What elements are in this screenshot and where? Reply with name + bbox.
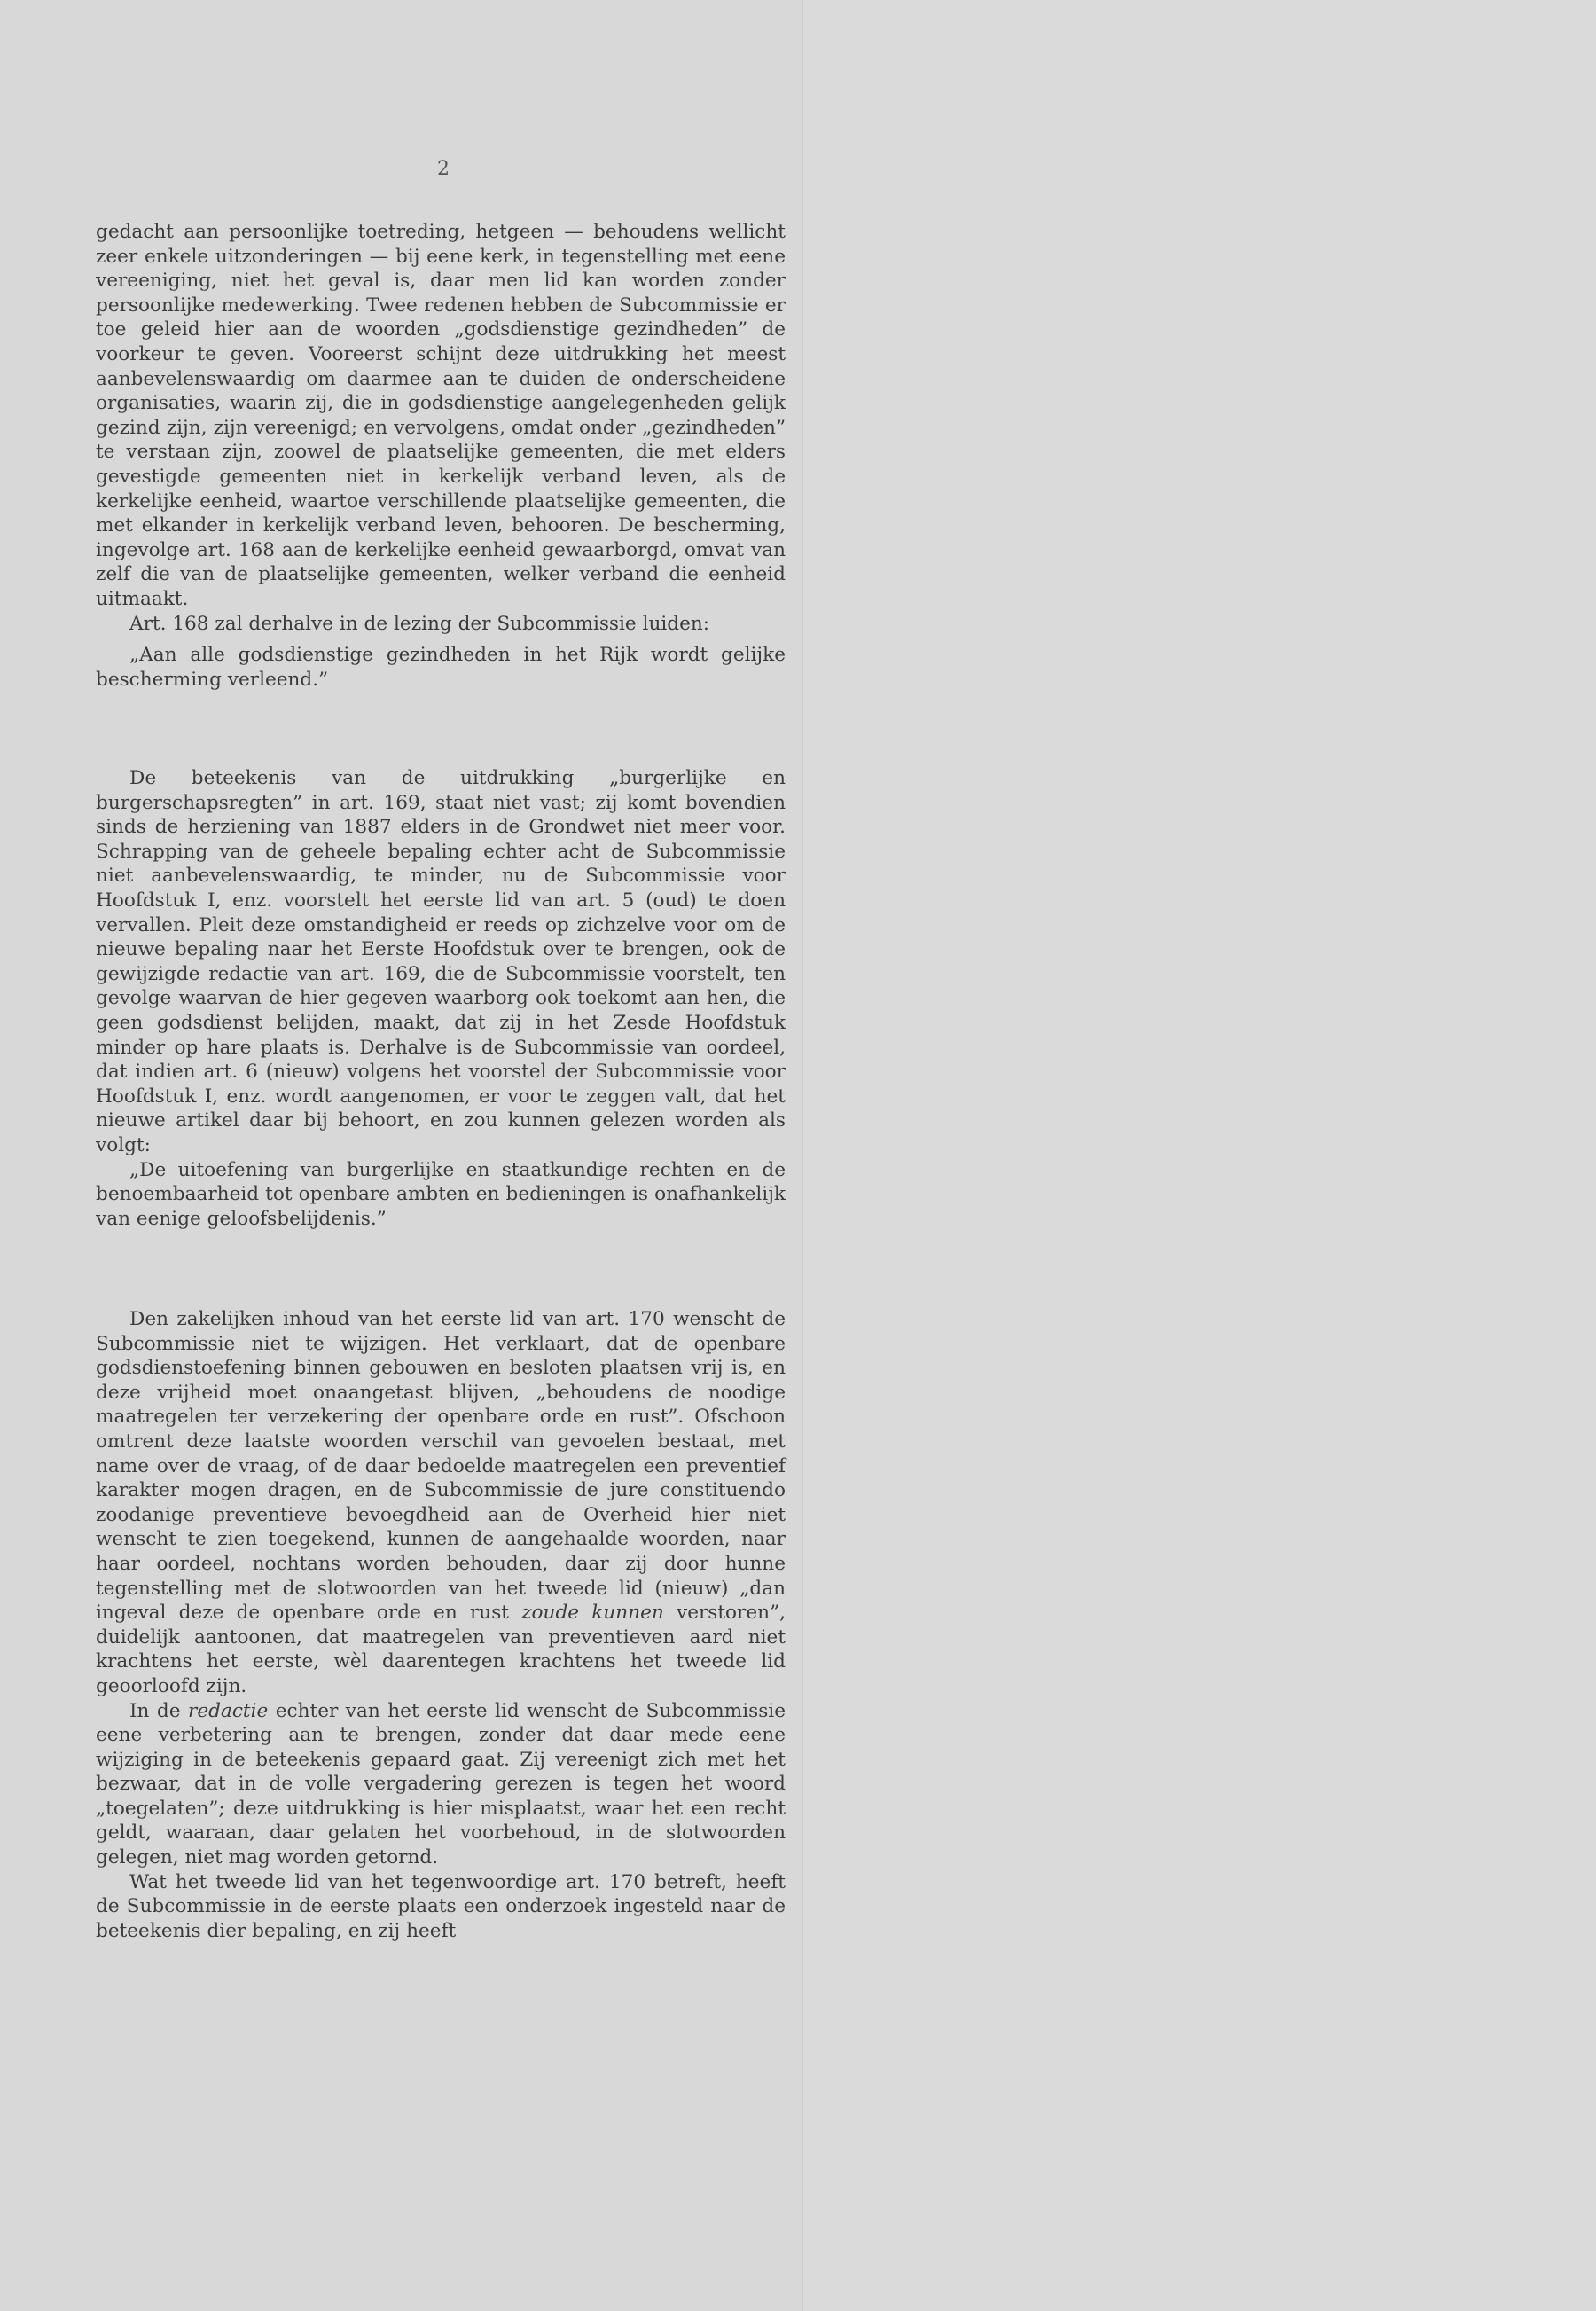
facing-blank-page <box>802 0 1596 2311</box>
page-number: 2 <box>437 158 450 180</box>
italic-text: redactie <box>188 1699 269 1722</box>
paragraph-text: echter van het eerste lid wenscht de Subcommissie eene verbetering aan te brengen, zonder dat daar mede eene wijziging in de beteekenis gepaard gaat. Zij vereenigt zich met het bezwaar, dat in de volle vergadering gerezen is tegen het woord „toegelaten”; deze uitdrukking is hier misplaatst, waar het een recht geldt, waaraan, daar gelaten het voorbehoud, in de slotwoorden gelegen, niet mag worden getornd. <box>96 1699 786 1869</box>
paragraph-text: verstoren”, duidelijk aantoonen, dat maatregelen van preventieven aard niet krachtens het eerste, wèl daarentegen krachtens het tweede lid geoorloofd zijn. <box>96 1602 786 1697</box>
paragraph: Wat het tweede lid van het tegenwoordige art. 170 betreft, heeft de Subcommissie in de eerste plaats een onderzoek ingesteld naar de beteekenis dier bepaling, en zij heeft <box>96 1870 786 1942</box>
paragraph <box>96 1699 786 1870</box>
quoted-article: „De uitoefening van burgerlijke en staatkundige rechten en de benoembaarheid tot openbare ambten en bedieningen is onafhankelijk van eenige geloofsbelijdenis.” <box>96 1158 786 1230</box>
italic-text: zoude kunnen <box>521 1602 664 1625</box>
section-art-168 <box>96 220 786 692</box>
paragraph: De beteekenis van de uitdrukking „burgerlijke en burgerschapsregten” in art. 169, staat niet vast; zij komt bovendien sinds de herziening van 1887 elders in de Grondwet niet meer voor. Schrapping van de geheele bepaling echter acht de Subcommissie niet aanbevelenswaardig, te minder, nu de Subcommissie voor Hoofdstuk I, enz. voorstelt het eerste lid van art. 5 (oud) te doen vervallen. Pleit deze omstandigheid er reeds op zichzelve voor om de nieuwe bepaling naar het Eerste Hoofdstuk over te brengen, ook de gewijzigde redactie van art. 169, die de Subcommissie voorstelt, ten gevolge waarvan de hier gegeven waarborg ook toekomt aan hen, die geen godsdienst belijden, maakt, dat zij in het Zesde Hoofdstuk minder op hare plaats is. Derhalve is de Subcommissie van oordeel, dat indien art. 6 (nieuw) volgens het voorstel der Subcommissie voor Hoofdstuk I, enz. wordt aangenomen, er voor te zeggen valt, dat het nieuwe artikel daar bij behoort, en zou kunnen gelezen worden als volgt: <box>96 767 786 1156</box>
paragraph-text: In de <box>129 1699 181 1722</box>
paragraph <box>96 1307 786 1699</box>
section-art-169 <box>96 766 786 1231</box>
paragraph: gedacht aan persoonlijke toetreding, hetgeen — behoudens wellicht zeer enkele uitzonderingen — bij eene kerk, in tegenstelling met eene vereeniging, niet het geval is, daar men lid kan worden zonder persoonlijke medewerking. Twee redenen hebben de Subcommissie er toe geleid hier aan de woorden „godsdienstige gezindheden” de voorkeur te geven. Vooreerst schijnt deze uitdrukking het meest aanbevelenswaardig om daarmee aan te duiden de onderscheidene organisaties, waarin zij, die in godsdienstige aangelegenheden gelijk gezind zijn, zijn vereenigd; en vervolgens, omdat onder „gezindheden” te verstaan zijn, zoowel de plaatselijke gemeenten, die met elders gevestigde gemeenten niet in kerkelijk verband leven, als de kerkelijke eenheid, waartoe verschillende plaatselijke gemeenten, die met elkander in kerkelijk verband leven, behooren. De bescherming, ingevolge art. 168 aan de kerkelijke eenheid gewaarborgd, omvat van zelf die van de plaatselijke gemeenten, welker verband die eenheid uitmaakt. <box>96 221 786 610</box>
paragraph-text: Den zakelijken inhoud van het eerste lid van art. 170 wenscht de Subcommissie niet te wijzigen. Het verklaart, dat de openbare godsdienstoefening binnen gebouwen en besloten plaatsen vrij is, en deze vrijheid moet onaangetast blijven, „behoudens de noodige maatregelen ter verzekering der openbare orde en rust”. Ofschoon omtrent deze laatste woorden verschil van gevoelen bestaat, met name over de vraag, of de daar bedoelde maatregelen een preventief karakter mogen dragen, en de Subcommissie de jure constituendo zoodanige preventieve bevoegdheid aan de Overheid hier niet wenscht te zien toegekend, kunnen de aangehaalde woorden, naar haar oordeel, nochtans worden behouden, daar zij door hunne tegenstelling met de slotwoorden van het tweede lid (nieuw) „dan ingeval deze de openbare orde en rust <box>96 1308 786 1625</box>
quoted-article: „Aan alle godsdienstige gezindheden in het Rijk wordt gelijke bescherming verleend.” <box>96 644 786 691</box>
paragraph: Art. 168 zal derhalve in de lezing der Subcommissie luiden: <box>129 612 710 635</box>
section-art-170 <box>96 1307 786 1943</box>
